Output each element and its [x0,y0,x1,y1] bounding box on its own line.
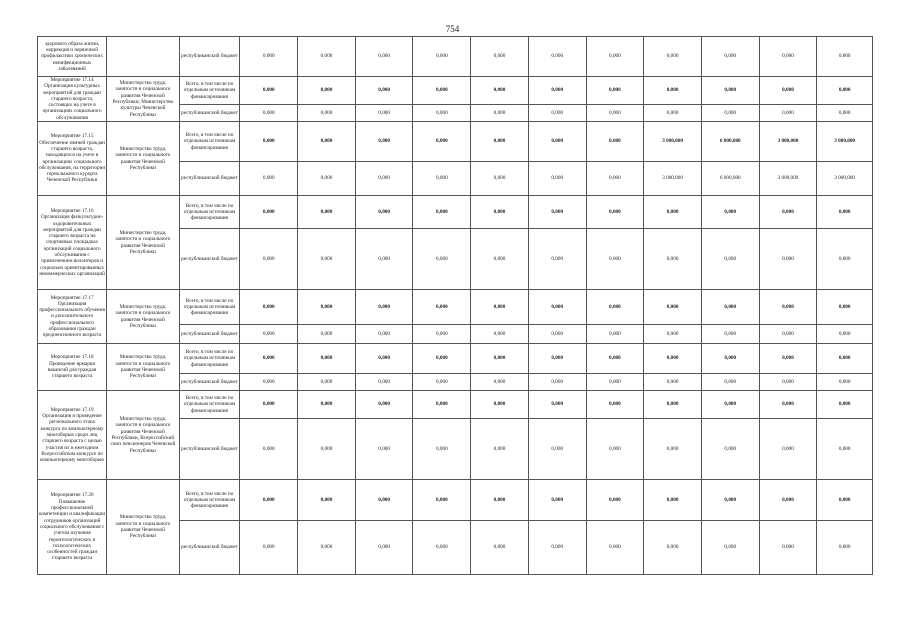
amount-cell: 0,000 [586,325,644,344]
amount-cell: 0,000 [471,37,529,77]
amount-cell: 0,000 [355,196,413,229]
amount-cell: 0,000 [759,196,817,229]
amount-cell: 0,000 [355,229,413,290]
amount-cell: 6 000,000 [701,122,759,162]
amount-cell: 0,000 [701,290,759,325]
amount-cell: 0,000 [355,325,413,344]
amount-cell: 0,000 [701,196,759,229]
amount-cell: 0,000 [701,37,759,77]
funding-source-cell: республиканский бюджет [179,162,240,196]
table-row [38,196,873,229]
amount-cell: 0,000 [644,77,702,105]
funding-source-cell: республиканский бюджет [179,419,240,480]
funding-source-cell: Всего, в том числе по отдельным источникам финансирования [179,480,240,521]
amount-cell: 0,000 [298,122,356,162]
amount-cell: 0,000 [413,37,471,77]
amount-cell: 0,000 [298,290,356,325]
amount-cell: 0,000 [586,374,644,391]
table-row [38,122,873,162]
amount-cell: 0,000 [817,325,873,344]
amount-cell: 0,000 [759,374,817,391]
amount-cell: 0,000 [355,77,413,105]
amount-cell: 0,000 [701,480,759,521]
funding-source-cell: Всего, в том числе по отдельным источникам финансирования [179,77,240,105]
table-row [38,391,873,419]
amount-cell: 0,000 [240,290,298,325]
amount-cell: 0,000 [701,344,759,374]
amount-cell: 0,000 [817,344,873,374]
amount-cell: 0,000 [413,480,471,521]
amount-cell: 0,000 [240,162,298,196]
amount-cell: 0,000 [817,374,873,391]
amount-cell: 0,000 [240,105,298,122]
amount-cell: 0,000 [759,325,817,344]
amount-cell: 3 000,000 [817,122,873,162]
amount-cell: 0,000 [355,521,413,575]
amount-cell: 0,000 [471,122,529,162]
amount-cell: 0,000 [528,344,586,374]
amount-cell: 0,000 [528,229,586,290]
amount-cell: 0,000 [528,290,586,325]
table-row [38,344,873,374]
amount-cell: 0,000 [355,122,413,162]
amount-cell: 0,000 [644,391,702,419]
amount-cell: 0,000 [355,391,413,419]
funding-source-cell: республиканский бюджет [179,37,240,77]
amount-cell: 0,000 [471,521,529,575]
amount-cell: 0,000 [759,77,817,105]
measure-name-cell: Мероприятие 17.15 Обеспечение зимней граждан старшего возраста, находящихся на учете в организациях социального обслуживания, на территории горнолыжного курорта Чеченской Республики [38,122,107,196]
amount-cell: 0,000 [528,37,586,77]
amount-cell: 0,000 [528,105,586,122]
amount-cell: 0,000 [240,122,298,162]
amount-cell: 0,000 [413,344,471,374]
responsible-executor-cell: Министерство труда, занятости и социального развития Чеченской Республики; Министерство культуры Чеченской Республики [107,77,179,122]
amount-cell: 0,000 [471,105,529,122]
responsible-executor-cell: Министерство труда, занятости и социального развития Чеченской Республики [107,122,179,196]
amount-cell: 0,000 [701,374,759,391]
amount-cell: 0,000 [355,374,413,391]
table-row [38,37,873,77]
measure-name-cell: Мероприятие 17.16 Организация физкультурно-оздоровительных мероприятий для граждан старшего возраста на спортивных площадках организаций социального обслуживания с привлечением волонтеров и социально ориентированных некоммерческих организаций [38,196,107,290]
amount-cell: 0,000 [355,37,413,77]
amount-cell: 0,000 [528,325,586,344]
amount-cell: 0,000 [644,419,702,480]
amount-cell: 6 000,000 [701,162,759,196]
amount-cell: 0,000 [759,344,817,374]
amount-cell: 0,000 [413,290,471,325]
amount-cell: 0,000 [413,391,471,419]
amount-cell: 0,000 [471,290,529,325]
amount-cell: 0,000 [298,374,356,391]
amount-cell: 0,000 [644,480,702,521]
amount-cell: 0,000 [471,391,529,419]
amount-cell: 0,000 [586,196,644,229]
amount-cell: 0,000 [240,229,298,290]
funding-source-cell: республиканский бюджет [179,105,240,122]
amount-cell: 0,000 [240,344,298,374]
amount-cell: 0,000 [298,37,356,77]
amount-cell: 0,000 [471,162,529,196]
amount-cell: 0,000 [644,344,702,374]
amount-cell: 0,000 [817,480,873,521]
amount-cell: 0,000 [471,374,529,391]
amount-cell: 0,000 [817,77,873,105]
amount-cell: 0,000 [644,374,702,391]
amount-cell: 3 000,000 [817,162,873,196]
amount-cell: 0,000 [586,77,644,105]
amount-cell: 3 000,000 [759,122,817,162]
amount-cell: 0,000 [701,521,759,575]
amount-cell: 0,000 [355,419,413,480]
funding-source-cell: Всего, в том числе по отдельным источникам финансирования [179,344,240,374]
responsible-executor-cell: Министерство труда, занятости и социального развития Чеченской Республики [107,344,179,391]
amount-cell: 0,000 [471,325,529,344]
amount-cell: 0,000 [298,480,356,521]
amount-cell: 0,000 [413,325,471,344]
amount-cell: 0,000 [817,521,873,575]
amount-cell: 0,000 [298,229,356,290]
financing-table [37,36,873,575]
measure-name-cell: Мероприятие 17.14 Организация культурных мероприятий для граждан старшего возраста, состоящих на учете в организациях социального обслуживания [38,77,107,122]
responsible-executor-cell: Министерство труда, занятости и социального развития Чеченской Республики [107,480,179,575]
amount-cell: 0,000 [413,521,471,575]
amount-cell: 0,000 [355,290,413,325]
amount-cell: 0,000 [298,521,356,575]
amount-cell: 0,000 [298,391,356,419]
amount-cell: 0,000 [586,344,644,374]
amount-cell: 0,000 [298,196,356,229]
page-number: 754 [445,24,460,34]
amount-cell: 0,000 [528,122,586,162]
amount-cell: 0,000 [413,419,471,480]
amount-cell: 0,000 [528,162,586,196]
amount-cell: 0,000 [586,521,644,575]
amount-cell: 0,000 [586,229,644,290]
funding-source-cell: республиканский бюджет [179,325,240,344]
amount-cell: 0,000 [644,229,702,290]
amount-cell: 0,000 [471,77,529,105]
amount-cell: 0,000 [240,325,298,344]
amount-cell: 0,000 [701,325,759,344]
amount-cell: 0,000 [586,480,644,521]
amount-cell: 0,000 [817,290,873,325]
amount-cell: 0,000 [355,480,413,521]
amount-cell: 0,000 [759,290,817,325]
amount-cell: 0,000 [817,196,873,229]
amount-cell: 0,000 [817,391,873,419]
amount-cell: 0,000 [298,77,356,105]
measure-name-cell: Мероприятие 17.18 Проведение ярмарки вакансий для граждан старшего возраста [38,344,107,391]
amount-cell: 3 000,000 [644,162,702,196]
amount-cell: 3 000,000 [759,162,817,196]
amount-cell: 0,000 [644,290,702,325]
amount-cell: 0,000 [298,162,356,196]
amount-cell: 0,000 [298,325,356,344]
amount-cell: 0,000 [586,122,644,162]
funding-source-cell: Всего, в том числе по отдельным источникам финансирования [179,122,240,162]
responsible-executor-cell [107,37,179,77]
responsible-executor-cell: Министерство труда, занятости и социального развития Чеченской Республики, Всероссийский союз пенсионеров Чеченской Республики [107,391,179,480]
amount-cell: 0,000 [471,229,529,290]
amount-cell: 0,000 [413,374,471,391]
measure-name-cell: Мероприятие 17.17 Организация профессионального обучения и дополнительного профессионального образования граждан предпенсионного возраста [38,290,107,344]
amount-cell: 0,000 [528,374,586,391]
amount-cell: 0,000 [701,77,759,105]
amount-cell: 0,000 [471,419,529,480]
amount-cell: 0,000 [355,105,413,122]
amount-cell: 0,000 [528,419,586,480]
amount-cell: 0,000 [413,196,471,229]
amount-cell: 0,000 [528,196,586,229]
amount-cell: 0,000 [413,162,471,196]
amount-cell: 0,000 [759,37,817,77]
amount-cell: 0,000 [528,77,586,105]
table-row [38,480,873,521]
amount-cell: 0,000 [817,419,873,480]
amount-cell: 0,000 [586,391,644,419]
amount-cell: 0,000 [586,162,644,196]
table-row [38,77,873,105]
funding-source-cell: Всего, в том числе по отдельным источникам финансирования [179,391,240,419]
amount-cell: 0,000 [413,105,471,122]
amount-cell: 0,000 [413,122,471,162]
amount-cell: 0,000 [817,105,873,122]
amount-cell: 0,000 [240,77,298,105]
amount-cell: 0,000 [586,37,644,77]
amount-cell: 0,000 [240,419,298,480]
amount-cell: 0,000 [240,521,298,575]
amount-cell: 0,000 [586,419,644,480]
amount-cell: 3 000,000 [644,122,702,162]
amount-cell: 0,000 [471,196,529,229]
amount-cell: 0,000 [817,37,873,77]
amount-cell: 0,000 [759,105,817,122]
amount-cell: 0,000 [240,391,298,419]
amount-cell: 0,000 [701,391,759,419]
amount-cell: 0,000 [298,419,356,480]
amount-cell: 0,000 [528,521,586,575]
responsible-executor-cell: Министерство труда, занятости и социального развития Чеченской Республики [107,290,179,344]
amount-cell: 0,000 [413,229,471,290]
amount-cell: 0,000 [701,229,759,290]
amount-cell: 0,000 [644,105,702,122]
amount-cell: 0,000 [528,480,586,521]
funding-source-cell: республиканский бюджет [179,229,240,290]
measure-name-cell: Мероприятие 17.20 Повышение профессиональной компетенции и квалификации сотрудников организаций социального обслуживания с учетом изучения геронтологических и психологических особенностей граждан старшего возраста [38,480,107,575]
amount-cell: 0,000 [471,344,529,374]
funding-source-cell: республиканский бюджет [179,374,240,391]
amount-cell: 0,000 [644,521,702,575]
amount-cell: 0,000 [759,391,817,419]
funding-source-cell: Всего, в том числе по отдельным источникам финансирования [179,290,240,325]
responsible-executor-cell: Министерство труда, занятости и социального развития Чеченской Республики [107,196,179,290]
amount-cell: 0,000 [240,374,298,391]
amount-cell: 0,000 [701,419,759,480]
amount-cell: 0,000 [298,105,356,122]
amount-cell: 0,000 [701,105,759,122]
amount-cell: 0,000 [644,325,702,344]
amount-cell: 0,000 [355,344,413,374]
amount-cell: 0,000 [240,37,298,77]
amount-cell: 0,000 [471,480,529,521]
amount-cell: 0,000 [644,196,702,229]
amount-cell: 0,000 [644,37,702,77]
amount-cell: 0,000 [759,480,817,521]
measure-name-cell: здорового образа жизни, коррекция и первичной профилактики хронических неинфекционных заболеваний [38,37,107,77]
measure-name-cell: Мероприятие 17.19 Организация и проведение регионального этапа конкурса по компьютерному многоборью среди лиц старшего возраста с целью участия их в ежегодном Всероссийском конкурсе по компьютерному многоборью [38,391,107,480]
amount-cell: 0,000 [759,229,817,290]
amount-cell: 0,000 [817,229,873,290]
amount-cell: 0,000 [759,419,817,480]
table-row [38,290,873,325]
amount-cell: 0,000 [413,77,471,105]
amount-cell: 0,000 [240,480,298,521]
amount-cell: 0,000 [355,162,413,196]
amount-cell: 0,000 [759,521,817,575]
amount-cell: 0,000 [586,290,644,325]
amount-cell: 0,000 [528,391,586,419]
funding-source-cell: Всего, в том числе по отдельным источникам финансирования [179,196,240,229]
funding-source-cell: республиканский бюджет [179,521,240,575]
amount-cell: 0,000 [240,196,298,229]
amount-cell: 0,000 [586,105,644,122]
amount-cell: 0,000 [298,344,356,374]
